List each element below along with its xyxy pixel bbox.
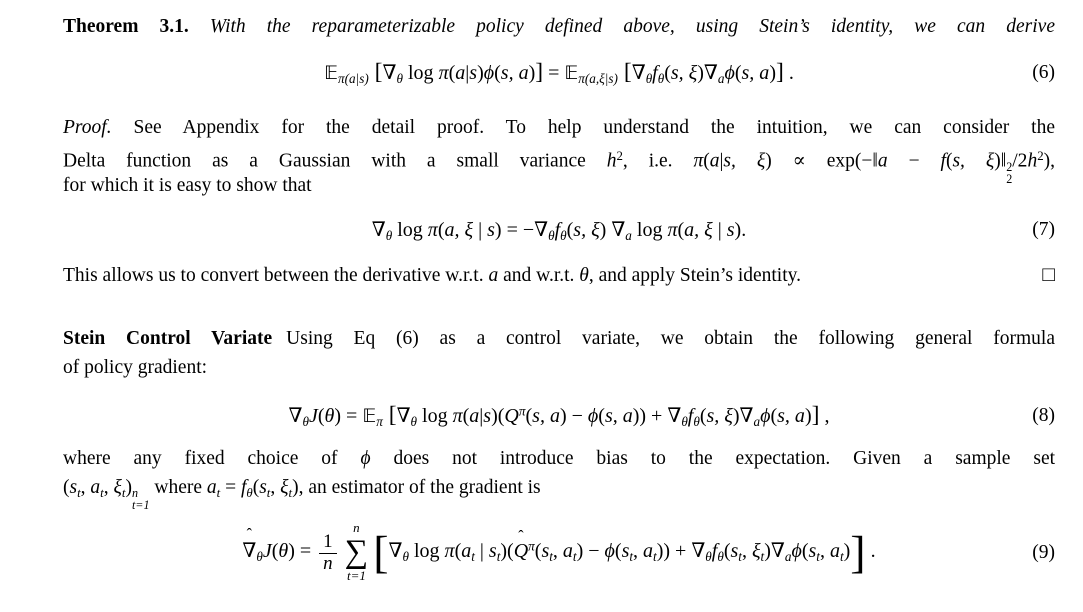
- text-run: s, a: [532, 404, 560, 427]
- text-run: Stein Control Variate: [63, 327, 273, 349]
- text-run: a: [488, 264, 499, 286]
- text-run: a: [877, 150, 888, 172]
- text-run: (: [703, 150, 710, 172]
- text-run: 𝔼: [324, 62, 339, 84]
- text-run: (: [271, 540, 279, 563]
- text-run: θ: [681, 413, 688, 429]
- text-run: a: [90, 476, 101, 498]
- text-run: ),: [1043, 150, 1055, 172]
- text-run: 2: [616, 148, 623, 163]
- text-run: ): [994, 150, 1001, 172]
- text-run: a: [461, 540, 472, 563]
- text-run: (: [252, 476, 260, 498]
- text-run: π: [528, 538, 535, 554]
- text-run: ,: [552, 540, 563, 563]
- text-run: a: [625, 227, 632, 243]
- text-run: s: [730, 540, 739, 563]
- text-run: Q: [513, 540, 529, 563]
- text-run: ): [697, 62, 704, 84]
- text-run: ϕ: [604, 540, 615, 563]
- text-run: ): [764, 540, 771, 563]
- text-run: ˆ: [518, 528, 524, 546]
- text-run: s, ξ: [573, 218, 600, 241]
- text-run: s, ξ: [723, 150, 766, 172]
- text-run: ): [292, 476, 299, 498]
- text-run: a: [709, 150, 720, 172]
- text-run: π: [376, 413, 383, 429]
- text-run: (: [614, 540, 622, 563]
- text-run: |: [719, 150, 724, 172]
- text-run: 1: [323, 530, 333, 552]
- text-run: (: [734, 62, 742, 84]
- text-run: ∇: [703, 62, 718, 84]
- text-run: t: [77, 485, 81, 500]
- equation-6-body: [324, 59, 794, 86]
- text-run: (: [566, 218, 574, 241]
- text-run: π: [427, 218, 438, 241]
- text-run: ∇: [770, 540, 785, 563]
- text-run: t: [288, 485, 293, 500]
- text-run: (: [437, 218, 445, 241]
- text-run: θ: [645, 70, 653, 86]
- text-run: t: [266, 485, 271, 500]
- text-run: ‖: [1000, 150, 1007, 172]
- text-run: s: [488, 540, 497, 563]
- text-run: θ: [396, 70, 403, 86]
- equation-7-body: [372, 219, 746, 241]
- text-run: ): [765, 150, 772, 172]
- text-run: π: [693, 150, 704, 172]
- text-run: f: [652, 62, 658, 84]
- text-run: π: [452, 404, 463, 427]
- text-run: log: [417, 404, 453, 427]
- text-run: ): [528, 62, 536, 84]
- text-run: ˆ: [246, 526, 252, 544]
- text-run: ∇: [396, 404, 411, 427]
- equation-7: [63, 217, 1055, 244]
- text-run: ϕ: [483, 62, 495, 84]
- text-run: ]: [775, 59, 784, 85]
- text-run: Theorem 3.1.: [63, 16, 189, 37]
- text-run: ): [494, 218, 502, 241]
- text-run: θ: [324, 404, 335, 427]
- text-run: =: [220, 476, 241, 498]
- text-run: ,: [741, 540, 752, 563]
- qed-line: [63, 260, 1055, 290]
- text-run: , and apply Stein’s identity.: [588, 264, 802, 286]
- text-run: t: [653, 549, 657, 565]
- text-run: θ: [278, 540, 289, 563]
- text-run: t=1: [131, 498, 150, 513]
- text-run: [: [368, 59, 383, 85]
- text-run: t: [471, 549, 475, 565]
- text-run: )(: [491, 404, 505, 427]
- equation-9-number: (9): [1032, 541, 1055, 563]
- text-run: π(a|s): [338, 70, 369, 86]
- text-run: ): [804, 404, 812, 427]
- text-run: s, ξ: [706, 404, 733, 427]
- equation-9: [63, 521, 1055, 584]
- text-run: log: [392, 218, 428, 241]
- text-run: ): [843, 540, 851, 563]
- text-run: t: [738, 549, 742, 565]
- text-run: [: [382, 401, 397, 428]
- text-run: n: [353, 520, 360, 536]
- text-run: s, a: [741, 62, 770, 84]
- text-run: θ: [717, 549, 724, 565]
- text-run: ): [769, 62, 776, 84]
- text-run: (: [534, 540, 542, 563]
- text-run: log: [631, 218, 668, 241]
- text-run: ξ: [113, 476, 122, 498]
- text-run: ,: [103, 476, 114, 498]
- text-run: 2: [1006, 171, 1013, 186]
- text-run: ) =: [288, 540, 317, 563]
- text-run: (: [454, 540, 462, 563]
- text-run: .: [783, 62, 794, 84]
- text-run: |: [712, 218, 727, 241]
- text-run: θ: [548, 227, 555, 243]
- text-run: θ: [560, 227, 567, 243]
- text-run: t: [760, 549, 765, 565]
- text-run: ) =: [334, 404, 363, 427]
- text-run: ∇: [382, 62, 397, 84]
- proof-paragraph: [63, 113, 1055, 200]
- text-run: ∇: [371, 218, 386, 241]
- text-run: (: [494, 62, 501, 84]
- text-run: (: [598, 404, 605, 427]
- text-run: θ: [246, 485, 253, 500]
- text-run: s, a: [500, 62, 529, 84]
- text-run: a: [717, 70, 725, 86]
- text-run: s, ξ: [952, 150, 995, 172]
- text-run: ,: [633, 540, 644, 563]
- text-run: θ: [410, 413, 418, 429]
- text-run: t: [816, 549, 820, 565]
- text-run: and w.r.t.: [498, 264, 580, 286]
- text-run: ∇: [739, 404, 754, 427]
- text-run: a, ξ: [444, 218, 474, 241]
- text-run: a: [753, 413, 761, 429]
- equation-8-number: (8): [1032, 404, 1055, 426]
- proof-line-1: [63, 113, 1055, 142]
- text-run: θ: [385, 227, 393, 243]
- text-run: /2: [1012, 150, 1028, 172]
- text-run: (: [770, 404, 778, 427]
- text-run: log: [403, 62, 439, 84]
- sample-estimator-paragraph: [63, 444, 1055, 511]
- text-run: s: [487, 218, 495, 241]
- text-run: t: [549, 549, 553, 565]
- text-run: for which it is easy to show that: [63, 174, 312, 196]
- text-run: (: [462, 404, 470, 427]
- text-run: θ: [693, 413, 700, 429]
- text-run: ]: [850, 526, 866, 578]
- text-run: ,: [270, 476, 281, 498]
- text-run: ): [125, 476, 132, 498]
- text-run: |: [479, 404, 484, 427]
- text-run: ,: [819, 404, 830, 427]
- text-run: θ: [579, 264, 589, 286]
- text-run: s, a: [604, 404, 633, 427]
- text-run: a: [206, 476, 217, 498]
- text-run: , an estimator of the gradient is: [298, 476, 541, 498]
- text-run: ϕ: [791, 540, 802, 563]
- text-run: J: [262, 540, 272, 563]
- text-run: π: [444, 540, 455, 563]
- text-run: ξ: [280, 476, 289, 498]
- text-run: ∇: [611, 218, 626, 241]
- text-run: f: [554, 218, 561, 241]
- summation: [345, 521, 369, 584]
- text-run: s, ξ: [670, 62, 698, 84]
- text-run: a: [829, 540, 840, 563]
- text-run: t: [572, 549, 577, 565]
- stein-line-1: [63, 324, 1055, 353]
- text-run: ): [732, 404, 740, 427]
- text-run: , i.e.: [622, 150, 694, 172]
- text-run: where: [149, 476, 207, 498]
- qed-text: [63, 261, 801, 290]
- equation-7-number: (7): [1032, 219, 1055, 241]
- text-run: =: [543, 62, 565, 84]
- equation-6-number: (6): [1032, 61, 1055, 83]
- text-run: ϕ: [360, 447, 371, 469]
- text-run: θ: [402, 549, 409, 565]
- text-run: ∇: [242, 540, 257, 563]
- text-run: t: [839, 549, 844, 565]
- text-run: s: [808, 540, 817, 563]
- text-run: a: [643, 540, 654, 563]
- text-run: (: [801, 540, 809, 563]
- text-run: n: [131, 486, 138, 501]
- text-run: s: [726, 218, 735, 241]
- text-run: (: [525, 404, 533, 427]
- text-run: h: [1027, 150, 1038, 172]
- text-run: ∝ exp(−: [771, 150, 873, 172]
- equation-9-body: [242, 520, 876, 584]
- text-run: log: [408, 540, 445, 563]
- text-run: t: [496, 549, 501, 565]
- text-run: See Appendix for the detail proof. To help understand the intuition, we can consider the: [111, 116, 1055, 138]
- text-run: ) −: [559, 404, 588, 427]
- text-run: ϕ: [724, 62, 735, 84]
- sample-line-1: [63, 444, 1055, 473]
- text-run: does not introduce bias to the expectation. Given a sample set: [370, 447, 1056, 469]
- text-run: ∇: [631, 62, 646, 84]
- text-run: = −: [501, 218, 535, 241]
- text-run: [: [373, 526, 389, 578]
- text-run: ∇: [288, 404, 303, 427]
- text-run: Delta function as a Gaussian with a small variance: [63, 150, 607, 172]
- text-run: θ: [302, 413, 309, 429]
- text-run: ) −: [576, 540, 605, 563]
- text-run: a: [784, 549, 792, 565]
- text-run: t: [121, 485, 126, 500]
- text-run: |: [474, 540, 489, 563]
- text-run: ϕ: [760, 404, 771, 427]
- text-run: h: [606, 150, 617, 172]
- equation-8-body: [288, 401, 830, 429]
- text-run: a, ξ: [684, 218, 713, 241]
- text-run: n: [319, 553, 337, 575]
- text-run: [: [617, 59, 632, 85]
- text-run: (: [699, 404, 707, 427]
- text-run: ∇: [388, 540, 403, 563]
- text-run: ,: [819, 540, 830, 563]
- text-run: θ: [256, 549, 263, 565]
- text-run: .: [865, 540, 876, 563]
- text-run: a: [455, 62, 466, 84]
- text-run: (: [448, 62, 456, 84]
- text-run: ): [599, 218, 612, 241]
- text-run: f: [240, 476, 247, 498]
- text-run: s: [469, 62, 478, 84]
- text-run: (: [317, 404, 325, 427]
- hat-accent: [242, 526, 257, 563]
- text-run: J: [308, 404, 318, 427]
- equation-6: [63, 59, 1055, 87]
- text-run: ]: [535, 59, 544, 85]
- text-run: (: [677, 218, 685, 241]
- text-run: π: [667, 218, 678, 241]
- text-run: π: [438, 62, 449, 84]
- text-run: |: [473, 218, 488, 241]
- text-run: 2: [1037, 148, 1044, 163]
- text-run: 𝔼: [564, 62, 579, 84]
- text-run: (: [945, 150, 953, 172]
- sum-icon: ∑: [344, 534, 369, 571]
- text-run: This allows us to convert between the derivative w.r.t.: [63, 264, 489, 286]
- text-run: s: [69, 476, 78, 498]
- text-run: f: [940, 150, 946, 172]
- text-run: −: [887, 150, 941, 172]
- theorem-statement: [63, 12, 1055, 41]
- fraction: [319, 532, 337, 575]
- equation-8: [63, 402, 1055, 430]
- text-run: (: [63, 476, 70, 498]
- text-run: θ: [657, 70, 665, 86]
- text-run: (: [723, 540, 731, 563]
- text-run: t: [629, 549, 634, 565]
- text-run: π(a,ξ|s): [578, 70, 618, 86]
- text-run: f: [687, 404, 694, 427]
- text-run: of policy gradient:: [63, 356, 208, 378]
- text-run: s: [483, 404, 492, 427]
- text-run: where any fixed choice of: [63, 447, 361, 469]
- text-run: a: [469, 404, 480, 427]
- text-run: a: [562, 540, 573, 563]
- theorem-line-1: [63, 12, 1055, 41]
- text-run: Q: [504, 404, 519, 427]
- text-run: s: [621, 540, 630, 563]
- text-run: f: [711, 540, 718, 563]
- text-run: t: [100, 485, 104, 500]
- hat-accent: [513, 528, 529, 563]
- text-run: 𝔼: [362, 404, 377, 427]
- text-run: )(: [500, 540, 514, 563]
- stein-control-variate-paragraph: [63, 324, 1055, 382]
- text-run: s: [259, 476, 267, 498]
- text-run: )) +: [632, 404, 668, 427]
- qed-box: □: [1042, 261, 1055, 286]
- text-run: θ: [705, 549, 712, 565]
- text-run: ]: [811, 401, 820, 428]
- text-run: t=1: [346, 568, 366, 584]
- text-run: t: [216, 485, 221, 500]
- text-run: |: [465, 62, 470, 84]
- text-run: ): [477, 62, 484, 84]
- sup-sub-stack: [132, 487, 150, 511]
- text-run: 2: [1006, 159, 1013, 174]
- text-run: ϕ: [587, 404, 599, 427]
- text-run: With the reparameterizable policy defined above, using Stein’s identity, we can derive: [188, 16, 1055, 37]
- text-run: ∇: [667, 404, 682, 427]
- text-run: s: [541, 540, 550, 563]
- text-run: Using Eq (6) as a control variate, we obtain the following general formula: [286, 327, 1055, 349]
- text-run: π: [518, 403, 526, 419]
- text-run: ξ: [751, 540, 761, 563]
- text-run: Proof.: [63, 116, 112, 138]
- text-run: (: [664, 62, 671, 84]
- text-run: ‖: [872, 150, 878, 172]
- text-run: s, a: [777, 404, 805, 427]
- text-run: ∇: [534, 218, 549, 241]
- text-run: )) +: [656, 540, 692, 563]
- text-run: ).: [734, 218, 747, 241]
- text-run: ,: [80, 476, 91, 498]
- text-run: ∇: [691, 540, 706, 563]
